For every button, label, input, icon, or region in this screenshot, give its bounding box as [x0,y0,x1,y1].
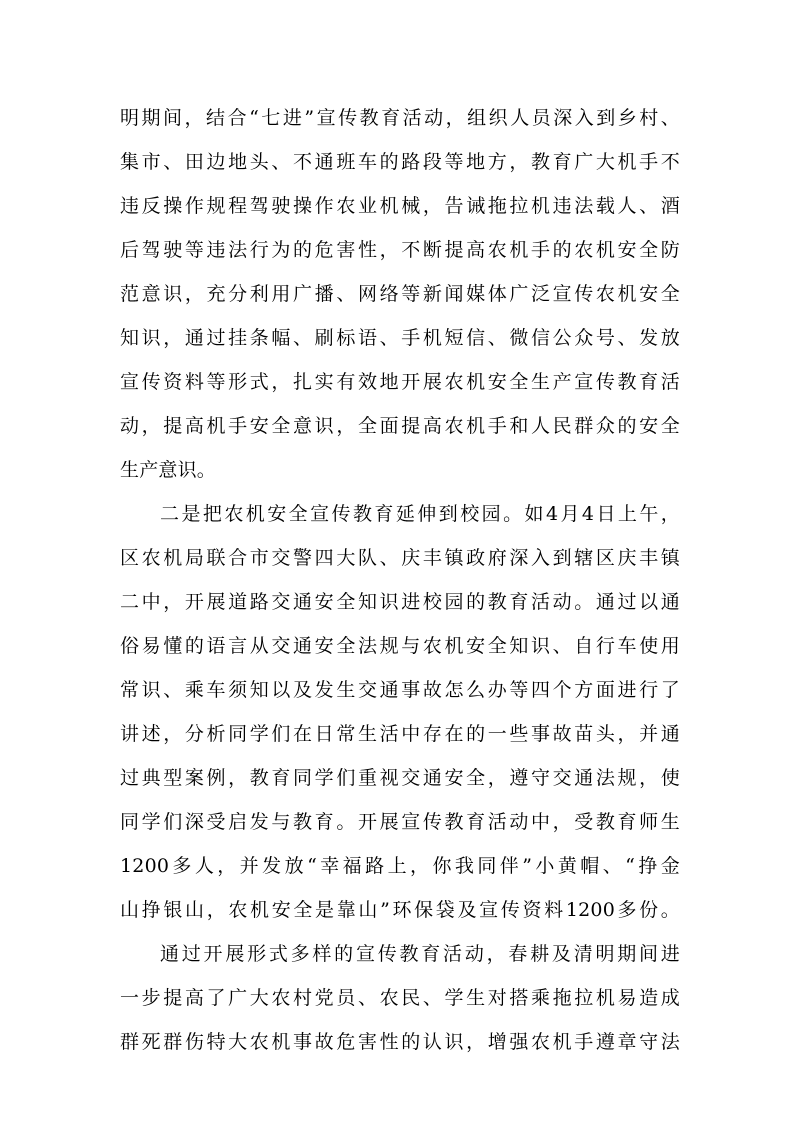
paragraph-line: 二中，开展道路交通安全知识进校园的教育活动。通过以通 [120,591,680,613]
paragraph-line: 同学们深受启发与教育。开展宣传教育活动中，受教育师生 [120,811,680,833]
paragraph-line: 二是把农机安全宣传教育延伸到校园。如4月4日上午， [160,503,680,525]
paragraph-line: 常识、乘车须知以及发生交通事故怎么办等四个方面进行了 [120,679,680,701]
paragraph-line: 知识，通过挂条幅、刷标语、手机短信、微信公众号、发放 [120,327,680,349]
paragraph-line: 集市、田边地头、不通班车的路段等地方，教育广大机手不 [120,151,680,173]
paragraph-line: 动，提高机手安全意识，全面提高农机手和人民群众的安全 [120,415,680,437]
paragraph-line: 区农机局联合市交警四大队、庆丰镇政府深入到辖区庆丰镇 [120,547,680,569]
paragraph-line: 通过开展形式多样的宣传教育活动，春耕及清明期间进 [160,943,680,965]
paragraph-line: 违反操作规程驾驶操作农业机械，告诫拖拉机违法载人、酒 [120,195,680,217]
paragraph-line: 俗易懂的语言从交通安全法规与农机安全知识、自行车使用 [120,635,680,657]
paragraph-line: 一步提高了广大农村党员、农民、学生对搭乘拖拉机易造成 [120,987,680,1009]
paragraph-line: 后驾驶等违法行为的危害性，不断提高农机手的农机安全防 [120,239,680,261]
paragraph-line: 1200多人，并发放“幸福路上，你我同伴”小黄帽、“挣金 [120,855,680,877]
paragraph-line: 群死群伤特大农机事故危害性的认识，增强农机手遵章守法 [120,1031,680,1053]
paragraph-line: 讲述，分析同学们在日常生活中存在的一些事故苗头，并通 [120,723,680,745]
paragraph-line: 山挣银山，农机安全是靠山”环保袋及宣传资料1200多份。 [120,899,680,921]
paragraph-line: 宣传资料等形式，扎实有效地开展农机安全生产宣传教育活 [120,371,680,393]
paragraph-line: 明期间，结合“七进”宣传教育活动，组织人员深入到乡村、 [120,107,680,129]
paragraph-line: 生产意识。 [120,459,217,481]
paragraph-line: 过典型案例，教育同学们重视交通安全，遵守交通法规，使 [120,767,680,789]
paragraph-line: 范意识，充分利用广播、网络等新闻媒体广泛宣传农机安全 [120,283,680,305]
